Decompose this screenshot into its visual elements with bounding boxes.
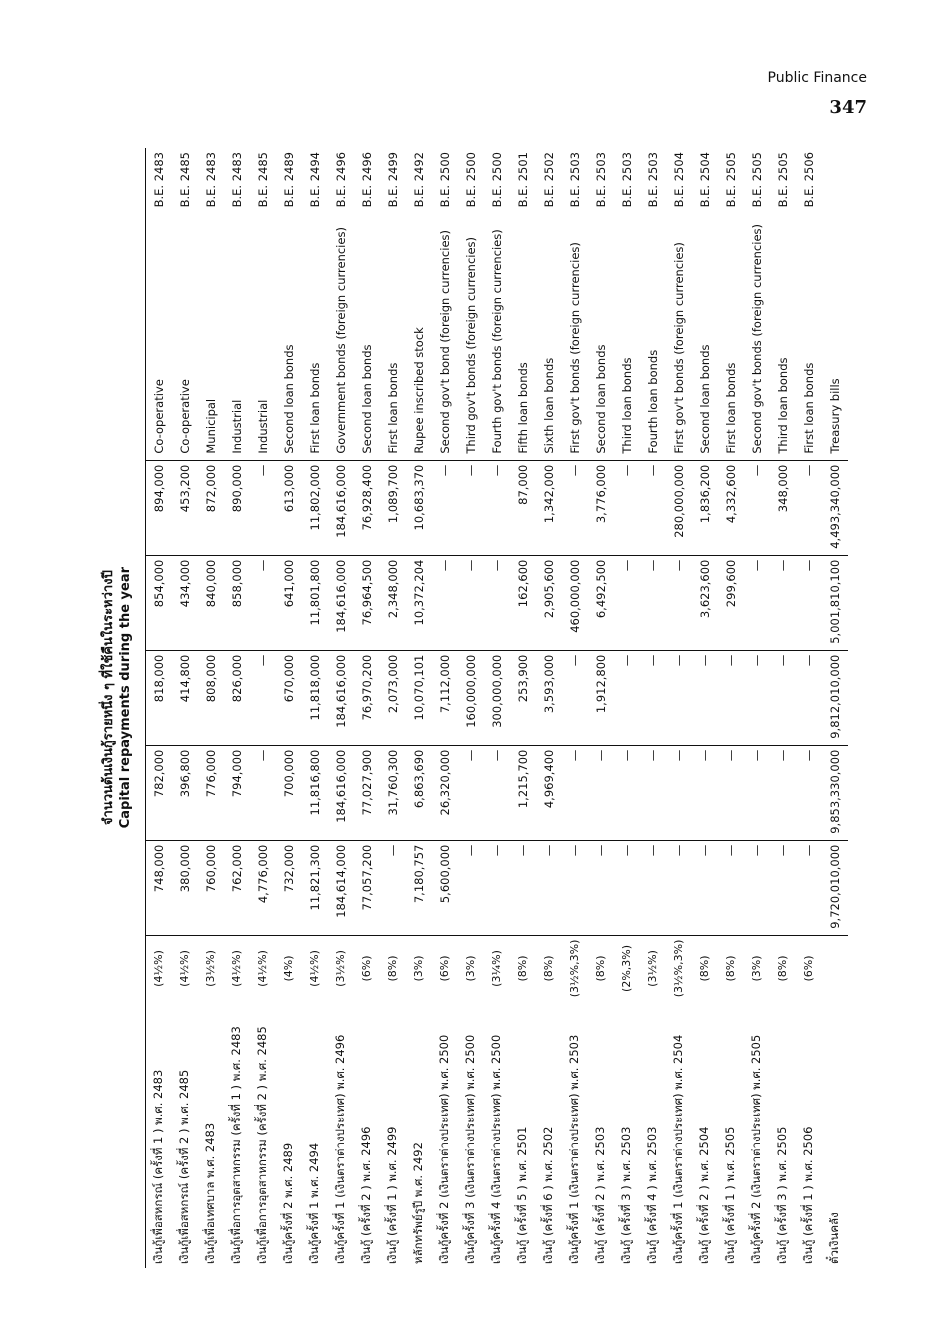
cell-v3: —: [614, 650, 640, 745]
cell-eng: Municipal: [198, 220, 224, 460]
cell-be: B.E. 2505: [749, 152, 764, 208]
cell-v1: 732,000: [276, 840, 302, 935]
cell-rate: (6%): [438, 955, 451, 982]
cell-v5: 4,332,600: [718, 460, 744, 555]
cell-v5: —: [250, 460, 276, 555]
cell-rate: (6%): [802, 955, 815, 982]
cell-thai: เงินกู้ (ครั้งที่ 2 ) พ.ศ. 2503: [592, 1126, 607, 1264]
cell-v1: 4,776,000: [250, 840, 276, 935]
cell-v3: —: [744, 650, 770, 745]
cell-v4: 162,600: [510, 555, 536, 650]
table-row: [484, 148, 510, 1268]
cell-v3: 670,000: [276, 650, 302, 745]
cell-v5: 613,000: [276, 460, 302, 555]
cell-thai: เงินกู้ (ครั้งที่ 1 ) พ.ศ. 2499: [384, 1126, 399, 1264]
cell-v4: 840,000: [198, 555, 224, 650]
cell-v2: 4,969,400: [536, 745, 562, 840]
cell-v3: 9,812,010,000: [822, 650, 848, 745]
cell-thai: เงินกู้ (ครั้งที่ 1 ) พ.ศ. 2505: [722, 1126, 737, 1264]
cell-be: B.E. 2483: [151, 152, 166, 208]
page-number: 347: [829, 97, 867, 118]
cell-v5: —: [640, 460, 666, 555]
table-header-row: [85, 148, 146, 1268]
cell-be: B.E. 2489: [281, 152, 296, 208]
cell-eng: Second loan bonds: [354, 220, 380, 460]
cell-v5: 1,342,000: [536, 460, 562, 555]
cell-v2: 26,320,000: [432, 745, 458, 840]
cell-v4: 76,964,500: [354, 555, 380, 650]
cell-v5: 76,928,400: [354, 460, 380, 555]
table-row: [770, 148, 796, 1268]
cell-v5: 453,200: [172, 460, 198, 555]
cell-rate: (3%): [464, 955, 477, 982]
cell-rate: (3½%,3%): [672, 939, 685, 998]
table-row: [354, 148, 380, 1268]
cell-v2: —: [588, 745, 614, 840]
cell-v5: 87,000: [510, 460, 536, 555]
cell-v4: 299,600: [718, 555, 744, 650]
cell-eng: Fifth loan bonds: [510, 220, 536, 460]
cell-v4: —: [484, 555, 510, 650]
cell-v4: —: [770, 555, 796, 650]
cell-v4: —: [250, 555, 276, 650]
cell-v5: 3,776,000: [588, 460, 614, 555]
table-row: [406, 148, 432, 1268]
cell-be: B.E. 2496: [333, 152, 348, 208]
cell-v1: —: [692, 840, 718, 935]
cell-v4: 858,000: [224, 555, 250, 650]
cell-v5: 348,000: [770, 460, 796, 555]
cell-v5: 280,000,000: [666, 460, 692, 555]
cell-v3: 10,070,101: [406, 650, 432, 745]
cell-thai: เงินกู้เพื่อสหกรณ์ (ครั้งที่ 1 ) พ.ศ. 2483: [150, 1069, 165, 1264]
cell-v2: 794,000: [224, 745, 250, 840]
cell-eng: Rupee inscribed stock: [406, 220, 432, 460]
cell-v1: —: [458, 840, 484, 935]
cell-v4: —: [796, 555, 822, 650]
cell-v3: 11,818,000: [302, 650, 328, 745]
cell-v2: 11,816,800: [302, 745, 328, 840]
cell-be: [822, 148, 848, 220]
cell-v1: —: [510, 840, 536, 935]
cell-be: B.E. 2503: [593, 152, 608, 208]
cell-v3: 76,970,200: [354, 650, 380, 745]
cell-thai: เงินกู้ครั้งที่ 1 (เงินตราต่างประเทศ) พ.ศ. 2503: [566, 1034, 581, 1264]
cell-be: B.E. 2503: [645, 152, 660, 208]
table-body: [146, 148, 848, 1268]
cell-be: B.E. 2494: [307, 152, 322, 208]
cell-eng: First loan bonds: [796, 220, 822, 460]
table-row: [744, 148, 770, 1268]
cell-v1: 184,614,000: [328, 840, 354, 935]
cell-v2: 184,616,000: [328, 745, 354, 840]
cell-thai: เงินกู้ (ครั้งที่ 3 ) พ.ศ. 2503: [618, 1126, 633, 1264]
cell-rate: (8%): [698, 955, 711, 982]
cell-thai: เงินกู้เพื่อสหกรณ์ (ครั้งที่ 2 ) พ.ศ. 2485: [176, 1069, 191, 1264]
cell-eng: First loan bonds: [380, 220, 406, 460]
cell-v1: 760,000: [198, 840, 224, 935]
cell-v3: —: [796, 650, 822, 745]
cell-eng: Third loan bonds: [770, 220, 796, 460]
cell-v4: 2,905,600: [536, 555, 562, 650]
cell-rate: (2%,3%): [620, 944, 633, 992]
cell-eng: Industrial: [250, 220, 276, 460]
cell-v5: 10,683,370: [406, 460, 432, 555]
cell-be: B.E. 2504: [671, 152, 686, 208]
cell-be: B.E. 2502: [541, 152, 556, 208]
cell-v1: —: [562, 840, 588, 935]
cell-eng: Second loan bonds: [588, 220, 614, 460]
cell-v5: 4,493,340,000: [822, 460, 848, 555]
cell-v2: 396,800: [172, 745, 198, 840]
cell-v5: 872,000: [198, 460, 224, 555]
cell-v4: 10,372,204: [406, 555, 432, 650]
cell-v3: 160,000,000: [458, 650, 484, 745]
cell-v3: 300,000,000: [484, 650, 510, 745]
cell-v4: 434,000: [172, 555, 198, 650]
cell-be: B.E. 2496: [359, 152, 374, 208]
cell-v5: 890,000: [224, 460, 250, 555]
cell-v1: —: [718, 840, 744, 935]
heading-english: Capital repayments during the year: [118, 566, 133, 829]
cell-v2: 9,853,330,000: [822, 745, 848, 840]
cell-v5: 184,616,000: [328, 460, 354, 555]
cell-v5: 1,836,200: [692, 460, 718, 555]
cell-v1: 9,720,010,000: [822, 840, 848, 935]
table-row-treasury-bills: [822, 148, 848, 1268]
cell-eng: Treasury bills: [822, 220, 848, 460]
cell-be: B.E. 2492: [411, 152, 426, 208]
cell-v4: —: [640, 555, 666, 650]
cell-be: B.E. 2503: [619, 152, 634, 208]
cell-v2: 77,027,900: [354, 745, 380, 840]
cell-eng: First loan bonds: [718, 220, 744, 460]
cell-rate: (8%): [386, 955, 399, 982]
header-blank-right: [85, 148, 146, 460]
cell-v4: —: [458, 555, 484, 650]
cell-v2: 31,760,300: [380, 745, 406, 840]
cell-v2: 6,863,690: [406, 745, 432, 840]
cell-thai: เงินกู้ (ครั้งที่ 6 ) พ.ศ. 2502: [540, 1126, 555, 1264]
table-row: [458, 148, 484, 1268]
cell-v1: 77,057,200: [354, 840, 380, 935]
cell-v1: 5,600,000: [432, 840, 458, 935]
cell-v5: —: [458, 460, 484, 555]
cell-v4: 641,000: [276, 555, 302, 650]
cell-v5: —: [432, 460, 458, 555]
cell-v3: 1,912,800: [588, 650, 614, 745]
cell-rate: (3½%): [646, 950, 659, 987]
cell-v2: —: [692, 745, 718, 840]
cell-be: B.E. 2503: [567, 152, 582, 208]
cell-thai: หลักทรัพย์รูปี พ.ศ. 2492: [410, 1142, 425, 1264]
cell-thai: เงินกู้ (ครั้งที่ 4 ) พ.ศ. 2503: [644, 1126, 659, 1264]
cell-v5: 894,000: [146, 460, 172, 555]
table-row: [276, 148, 302, 1268]
table-row: [328, 148, 354, 1268]
cell-v1: —: [640, 840, 666, 935]
cell-v4: —: [614, 555, 640, 650]
cell-v1: —: [588, 840, 614, 935]
cell-v3: 7,112,000: [432, 650, 458, 745]
cell-thai: เงินกู้ (ครั้งที่ 2 ) พ.ศ. 2496: [358, 1126, 373, 1264]
cell-thai: เงินกู้ครั้งที่ 1 พ.ศ. 2494: [306, 1142, 321, 1264]
cell-v3: 808,000: [198, 650, 224, 745]
cell-v1: —: [744, 840, 770, 935]
table-row: [692, 148, 718, 1268]
cell-rate: [822, 935, 848, 1001]
table-row: [614, 148, 640, 1268]
cell-v2: —: [744, 745, 770, 840]
cell-thai: เงินกู้ครั้งที่ 1 (เงินตราต่างประเทศ) พ.ศ. 2496: [332, 1034, 347, 1264]
table-row: [146, 148, 172, 1268]
table-row: [250, 148, 276, 1268]
cell-v2: —: [640, 745, 666, 840]
cell-v4: 854,000: [146, 555, 172, 650]
cell-rate: (4½%): [230, 950, 243, 987]
cell-rate: (4½%): [256, 950, 269, 987]
cell-v1: —: [536, 840, 562, 935]
cell-thai: เงินกู้ (ครั้งที่ 2 ) พ.ศ. 2504: [696, 1126, 711, 1264]
table-row: [432, 148, 458, 1268]
cell-v3: —: [666, 650, 692, 745]
cell-v3: 826,000: [224, 650, 250, 745]
cell-v3: —: [250, 650, 276, 745]
cell-eng: Third gov't bonds (foreign currencies): [458, 220, 484, 460]
cell-v4: 2,348,000: [380, 555, 406, 650]
cell-be: B.E. 2483: [229, 152, 244, 208]
cell-v3: 253,900: [510, 650, 536, 745]
cell-thai: เงินกู้ (ครั้งที่ 1 ) พ.ศ. 2506: [800, 1126, 815, 1264]
cell-v5: 11,802,000: [302, 460, 328, 555]
cell-rate: (3%): [412, 955, 425, 982]
cell-v4: —: [744, 555, 770, 650]
cell-v3: 3,593,000: [536, 650, 562, 745]
cell-v1: 7,180,757: [406, 840, 432, 935]
table-row: [172, 148, 198, 1268]
cell-v3: 184,616,000: [328, 650, 354, 745]
table-row: [224, 148, 250, 1268]
cell-v3: —: [718, 650, 744, 745]
cell-eng: Third loan bonds: [614, 220, 640, 460]
cell-v2: 1,215,700: [510, 745, 536, 840]
cell-v1: —: [380, 840, 406, 935]
cell-eng: Co-operative: [172, 220, 198, 460]
cell-be: B.E. 2500: [437, 152, 452, 208]
cell-thai: เงินกู้ครั้งที่ 3 (เงินตราต่างประเทศ) พ.ศ. 2500: [462, 1034, 477, 1264]
cell-thai: เงินกู้ครั้งที่ 2 พ.ศ. 2489: [280, 1142, 295, 1264]
cell-v4: —: [432, 555, 458, 650]
cell-v1: —: [614, 840, 640, 935]
cell-v3: —: [640, 650, 666, 745]
cell-v1: —: [796, 840, 822, 935]
cell-v2: —: [666, 745, 692, 840]
cell-eng: Industrial: [224, 220, 250, 460]
capital-repayments-table: [85, 148, 848, 1268]
rotated-table-container: [85, 148, 842, 1268]
cell-rate: (6%): [360, 955, 373, 982]
table-row: [588, 148, 614, 1268]
cell-v5: —: [484, 460, 510, 555]
cell-v5: —: [562, 460, 588, 555]
cell-v2: —: [796, 745, 822, 840]
cell-v1: 380,000: [172, 840, 198, 935]
cell-rate: (4½%): [178, 950, 191, 987]
cell-v5: —: [744, 460, 770, 555]
table-row: [562, 148, 588, 1268]
cell-rate: (3¼%): [490, 950, 503, 987]
header-blank: [85, 935, 146, 1268]
section-title: Public Finance: [767, 70, 867, 86]
cell-thai: เงินกู้ครั้งที่ 2 (เงินตราต่างประเทศ) พ.ศ. 2505: [748, 1034, 763, 1264]
cell-v5: —: [796, 460, 822, 555]
cell-rate: (8%): [776, 955, 789, 982]
cell-eng: Fourth loan bonds: [640, 220, 666, 460]
cell-rate: (3½%): [334, 950, 347, 987]
table-row: [302, 148, 328, 1268]
cell-thai: เงินกู้ครั้งที่ 2 (เงินตราต่างประเทศ) พ.ศ. 2500: [436, 1034, 451, 1264]
cell-thai: เงินกู้เพื่อเทศบาล พ.ศ. 2483: [202, 1122, 217, 1264]
cell-thai: เงินกู้ครั้งที่ 1 (เงินตราต่างประเทศ) พ.ศ. 2504: [670, 1034, 685, 1264]
cell-v2: —: [562, 745, 588, 840]
cell-v2: 776,000: [198, 745, 224, 840]
cell-eng: Government bonds (foreign currencies): [328, 220, 354, 460]
cell-v3: 2,073,000: [380, 650, 406, 745]
cell-eng: Second loan bonds: [692, 220, 718, 460]
cell-be: B.E. 2500: [489, 152, 504, 208]
cell-v4: 3,623,600: [692, 555, 718, 650]
cell-be: B.E. 2483: [203, 152, 218, 208]
cell-thai: เงินกู้ (ครั้งที่ 3 ) พ.ศ. 2505: [774, 1126, 789, 1264]
table-row: [666, 148, 692, 1268]
cell-thai: เงินกู้ครั้งที่ 4 (เงินตราต่างประเทศ) พ.ศ. 2500: [488, 1034, 503, 1264]
cell-eng: Sixth loan bonds: [536, 220, 562, 460]
cell-thai: เงินกู้ (ครั้งที่ 5 ) พ.ศ. 2501: [514, 1126, 529, 1264]
cell-be: B.E. 2506: [801, 152, 816, 208]
cell-be: B.E. 2501: [515, 152, 530, 208]
table-row: [380, 148, 406, 1268]
cell-v3: —: [562, 650, 588, 745]
cell-v2: 700,000: [276, 745, 302, 840]
cell-v4: 6,492,500: [588, 555, 614, 650]
cell-be: B.E. 2505: [775, 152, 790, 208]
table-row: [198, 148, 224, 1268]
cell-v4: —: [666, 555, 692, 650]
table-row: [536, 148, 562, 1268]
cell-be: B.E. 2500: [463, 152, 478, 208]
cell-be: B.E. 2485: [255, 152, 270, 208]
table-row: [718, 148, 744, 1268]
cell-v4: 5,001,810,100: [822, 555, 848, 650]
cell-v1: 748,000: [146, 840, 172, 935]
table-row: [510, 148, 536, 1268]
cell-eng: First loan bonds: [302, 220, 328, 460]
cell-v2: —: [250, 745, 276, 840]
cell-rate: (3½%,3%): [568, 939, 581, 998]
cell-v1: 762,000: [224, 840, 250, 935]
table-row: [796, 148, 822, 1268]
cell-v2: —: [614, 745, 640, 840]
cell-be: B.E. 2499: [385, 152, 400, 208]
cell-rate: (3%): [750, 955, 763, 982]
cell-thai: ตั๋วเงินคลัง: [826, 1212, 841, 1264]
cell-eng: Co-operative: [146, 220, 172, 460]
cell-v2: —: [458, 745, 484, 840]
cell-v2: —: [718, 745, 744, 840]
cell-rate: (8%): [516, 955, 529, 982]
cell-rate: (8%): [542, 955, 555, 982]
cell-v5: —: [614, 460, 640, 555]
cell-eng: First gov't bonds (foreign currencies): [562, 220, 588, 460]
cell-v1: —: [770, 840, 796, 935]
cell-v2: 782,000: [146, 745, 172, 840]
cell-v4: 460,000,000: [562, 555, 588, 650]
cell-be: B.E. 2504: [697, 152, 712, 208]
cell-v3: 414,800: [172, 650, 198, 745]
cell-eng: Fourth gov't bonds (foreign currencies): [484, 220, 510, 460]
cell-be: B.E. 2505: [723, 152, 738, 208]
cell-v5: 1,089,700: [380, 460, 406, 555]
cell-eng: Second gov't bonds (foreign currencies): [744, 220, 770, 460]
cell-v1: 11,821,300: [302, 840, 328, 935]
cell-v2: —: [770, 745, 796, 840]
cell-thai: เงินกู้เพื่อการอุตสาหกรรม (ครั้งที่ 2 ) พ.ศ. 2485: [254, 1026, 269, 1264]
cell-v4: 11,801,800: [302, 555, 328, 650]
cell-v1: —: [484, 840, 510, 935]
cell-v3: 818,000: [146, 650, 172, 745]
cell-rate: (3½%): [204, 950, 217, 987]
header-capital-repayments: [85, 460, 146, 935]
cell-v2: —: [484, 745, 510, 840]
cell-eng: Second gov't bond (foreign currencies): [432, 220, 458, 460]
cell-rate: (4½%): [152, 950, 166, 987]
cell-thai: เงินกู้เพื่อการอุตสาหกรรม (ครั้งที่ 1 ) พ.ศ. 2483: [228, 1026, 243, 1264]
cell-v3: —: [692, 650, 718, 745]
table-row: [640, 148, 666, 1268]
cell-rate: (4½%): [308, 950, 321, 987]
cell-v4: 184,616,000: [328, 555, 354, 650]
cell-rate: (8%): [724, 955, 737, 982]
cell-be: B.E. 2485: [177, 152, 192, 208]
cell-v1: —: [666, 840, 692, 935]
cell-rate: (4%): [282, 955, 295, 982]
cell-eng: First gov't bonds (foreign currencies): [666, 220, 692, 460]
heading-thai: จำนวนต้นเงินกู้รายหนึ่ง ๆ ที่ใช้คืนในระหว่างปี: [101, 570, 116, 826]
cell-rate: (8%): [594, 955, 607, 982]
cell-eng: Second loan bonds: [276, 220, 302, 460]
cell-v3: —: [770, 650, 796, 745]
